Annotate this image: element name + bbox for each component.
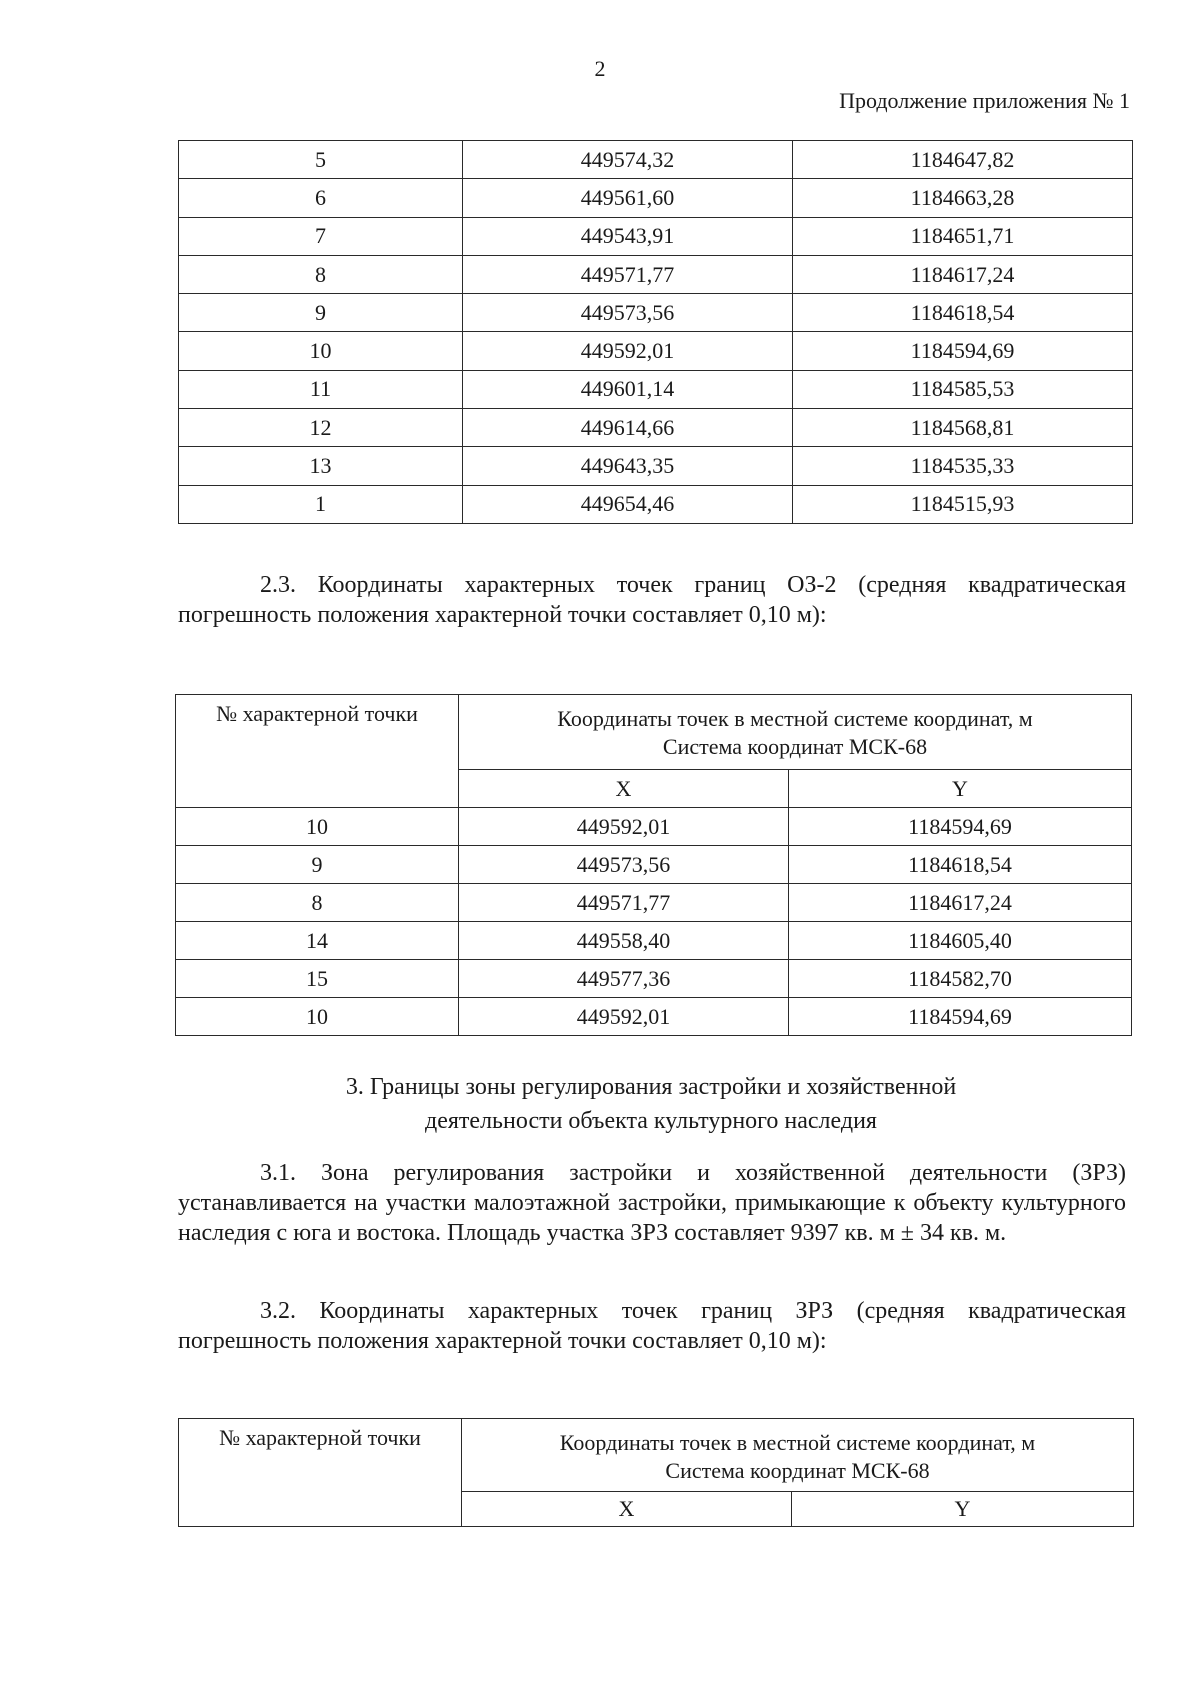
section-3-heading-line1: 3. Границы зоны регулирования застройки и хозяйственной [345,1074,957,1100]
point-number-cell: 1 [179,485,463,523]
x-cell: 449543,91 [463,217,793,255]
coordinates-table-oz2 [175,694,1132,1036]
x-cell: 449614,66 [463,409,793,447]
table-body [176,808,1132,1036]
y-cell: 1184605,40 [789,922,1132,960]
section-3-heading [175,1070,1127,1138]
x-cell: 449571,77 [463,255,793,293]
table-row [179,294,1133,332]
point-number-cell: 11 [179,370,463,408]
x-cell: 449577,36 [459,960,789,998]
header-point-number: № характерной точки [179,1419,462,1527]
header-coordinates [462,1419,1134,1492]
x-cell: 449592,01 [459,998,789,1036]
x-cell: 449601,14 [463,370,793,408]
y-cell: 1184568,81 [793,409,1133,447]
x-cell: 449573,56 [463,294,793,332]
x-cell: 449558,40 [459,922,789,960]
point-number-cell: 13 [179,447,463,485]
y-cell: 1184617,24 [793,255,1133,293]
header-x: X [459,770,789,808]
y-cell: 1184618,54 [789,846,1132,884]
x-cell: 449654,46 [463,485,793,523]
table-row [179,409,1133,447]
page-number: 2 [594,56,606,81]
section-2-3-paragraph: 2.3. Координаты характерных точек границ ОЗ-2 (средняя квадратическая погрешность положения характерной точки составляет 0,10 м): [178,572,1126,628]
point-number-cell: 10 [176,808,459,846]
x-cell: 449592,01 [463,332,793,370]
table-row [176,884,1132,922]
table-row [176,846,1132,884]
continuation-label: Продолжение приложения № 1 [839,88,1130,113]
x-cell: 449574,32 [463,141,793,179]
header-y: Y [792,1492,1134,1527]
y-cell: 1184651,71 [793,217,1133,255]
table-row [179,332,1133,370]
point-number-cell: 14 [176,922,459,960]
y-cell: 1184647,82 [793,141,1133,179]
table-row [176,808,1132,846]
table-row [179,370,1133,408]
coordinates-table-zrz [178,1418,1134,1527]
table-row [179,255,1133,293]
table-row [176,922,1132,960]
header-y: Y [789,770,1132,808]
point-number-cell: 15 [176,960,459,998]
header-coordinates [459,695,1132,770]
header-coordinates-line1: Координаты точек в местной системе координат, м [559,1430,1036,1455]
table-body [179,141,1133,524]
point-number-cell: 5 [179,141,463,179]
y-cell: 1184617,24 [789,884,1132,922]
header-coordinates-line2: Система координат МСК-68 [662,734,928,759]
x-cell: 449643,35 [463,447,793,485]
point-number-cell: 8 [176,884,459,922]
y-cell: 1184594,69 [789,998,1132,1036]
x-cell: 449592,01 [459,808,789,846]
point-number-cell: 9 [179,294,463,332]
y-cell: 1184515,93 [793,485,1133,523]
point-number-cell: 7 [179,217,463,255]
y-cell: 1184582,70 [789,960,1132,998]
header-x: X [462,1492,792,1527]
y-cell: 1184594,69 [793,332,1133,370]
table-row [179,485,1133,523]
y-cell: 1184594,69 [789,808,1132,846]
header-coordinates-line2: Система координат МСК-68 [665,1458,930,1483]
point-number-cell: 8 [179,255,463,293]
table-row [176,998,1132,1036]
y-cell: 1184585,53 [793,370,1133,408]
y-cell: 1184618,54 [793,294,1133,332]
table-row [179,217,1133,255]
table-row [176,960,1132,998]
point-number-cell: 10 [176,998,459,1036]
coordinates-table-continued [178,140,1133,524]
y-cell: 1184535,33 [793,447,1133,485]
section-3-heading-line2: деятельности объекта культурного наследия [425,1108,877,1134]
table-row [179,447,1133,485]
point-number-cell: 9 [176,846,459,884]
x-cell: 449571,77 [459,884,789,922]
point-number-cell: 10 [179,332,463,370]
y-cell: 1184663,28 [793,179,1133,217]
table-row [179,141,1133,179]
point-number-cell: 6 [179,179,463,217]
section-3-1-paragraph: 3.1. Зона регулирования застройки и хозяйственной деятельности (ЗРЗ) устанавливается на участки малоэтажной застройки, примыкающие к объекту культурного наследия с юга и востока. Площадь участка ЗРЗ составляет 9397 кв. м ± 34 кв. м. [178,1160,1126,1246]
section-3-2-paragraph: 3.2. Координаты характерных точек границ ЗРЗ (средняя квадратическая погрешность положения характерной точки составляет 0,10 м): [178,1298,1126,1354]
table-row [179,179,1133,217]
header-point-number: № характерной точки [176,695,459,808]
x-cell: 449561,60 [463,179,793,217]
header-coordinates-line1: Координаты точек в местной системе координат, м [557,706,1033,731]
x-cell: 449573,56 [459,846,789,884]
point-number-cell: 12 [179,409,463,447]
